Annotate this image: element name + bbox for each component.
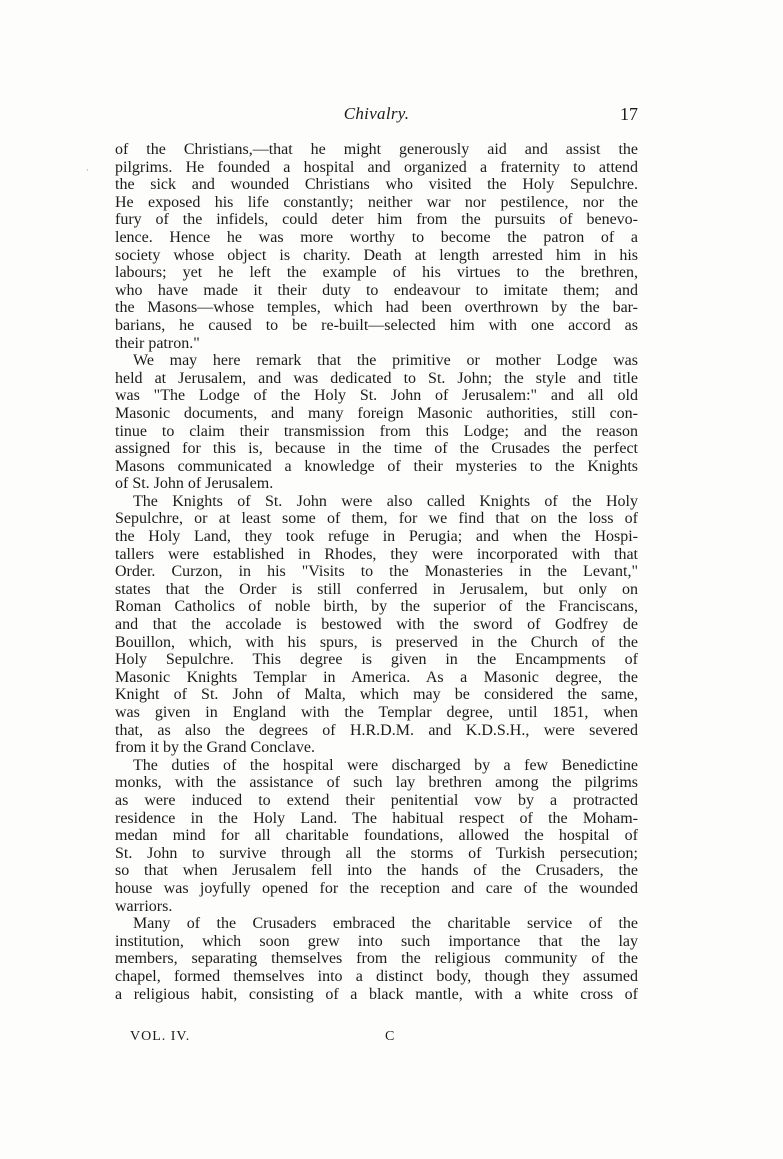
text-line: Holy Sepulchre. This degree is given in the Encampments of [115, 651, 638, 669]
text-line: The Knights of St. John were also called Knights of the Holy [133, 492, 638, 510]
text-line: from it by the Grand Conclave. [115, 739, 315, 757]
text-line: tinue to claim their transmission from this Lodge; and the reason [115, 422, 638, 440]
page-number: 17 [620, 104, 638, 124]
text-line: monks, with the assistance of such lay brethren among the pilgrims [115, 774, 638, 792]
text-line: that, as also the degrees of H.R.D.M. and K.D.S.H., were severed [115, 721, 638, 739]
text-line: fury of the infidels, could deter him from the pursuits of benevo- [115, 211, 638, 229]
text-line: Masonic Knights Templar in America. As a Masonic degree, the [115, 668, 638, 686]
text-line: The duties of the hospital were discharged by a few Benedictine [133, 756, 638, 774]
text-line: barians, he caused to be re-built—selected him with one accord as [115, 316, 638, 334]
text-line: was given in England with the Templar degree, until 1851, when [115, 704, 638, 721]
page-footer [130, 1029, 430, 1049]
text-line: who have made it their duty to endeavour to imitate them; and [115, 281, 638, 299]
text-line: residence in the Holy Land. The habitual respect of the Moham- [115, 809, 638, 827]
text-line: chapel, formed themselves into a distinct body, though they assumed [115, 967, 638, 985]
text-line: institution, which soon grew into such importance that the lay [115, 932, 638, 950]
text-line: a religious habit, consisting of a black mantle, with a white cross of [115, 985, 638, 1003]
text-line: was "The Lodge of the Holy St. John of Jerusalem:" and all old [115, 387, 638, 405]
text-line: pilgrims. He founded a hospital and organized a fraternity to attend [115, 158, 638, 176]
text-line: members, separating themselves from the religious community of the [115, 950, 638, 968]
text-line: labours; yet he left the example of his virtues to the brethren, [115, 264, 638, 282]
text-line: their patron." [115, 334, 200, 352]
text-line: the Masons—whose temples, which had been overthrown by the bar- [115, 299, 638, 317]
text-line: Knight of St. John of Malta, which may be considered the same, [115, 686, 638, 704]
text-line: so that when Jerusalem fell into the hands of the Crusaders, the [115, 862, 638, 880]
text-line: St. John to survive through all the storms of Turkish persecution; [115, 844, 638, 862]
text-line: assigned for this is, because in the time of the Crusades the perfect [115, 440, 638, 458]
text-line: and that the accolade is bestowed with the sword of Godfrey de [115, 616, 638, 634]
volume-label: VOL. IV. [130, 1029, 191, 1044]
text-line: Masons communicated a knowledge of their mysteries to the Knights [115, 457, 638, 475]
running-head [115, 104, 638, 132]
text-line: tallers were established in Rhodes, they were incorporated with that [115, 545, 638, 563]
text-line: house was joyfully opened for the reception and care of the wounded [115, 879, 638, 897]
text-line: of St. John of Jerusalem. [115, 475, 274, 493]
text-line: Order. Curzon, in his "Visits to the Monasteries in the Levant," [115, 563, 638, 581]
running-title: Chivalry. [343, 104, 410, 123]
text-line: the sick and wounded Christians who visited the Holy Sepulchre. [115, 176, 638, 194]
text-line: as were induced to extend their penitential vow by a protracted [115, 791, 638, 809]
text-line: Masonic documents, and many foreign Masonic authorities, still con- [115, 404, 638, 422]
text-line: medan mind for all charitable foundations, allowed the hospital of [115, 827, 638, 845]
text-line: the Holy Land, they took refuge in Perugia; and when the Hospi- [115, 528, 638, 546]
text-line: of the Christians,—that he might generously aid and assist the [115, 141, 638, 158]
text-line: warriors. [115, 897, 173, 915]
signature-mark: C [385, 1029, 395, 1044]
text-line: held at Jerusalem, and was dedicated to St. John; the style and title [115, 369, 638, 387]
text-line: Roman Catholics of noble birth, by the superior of the Franciscans, [115, 598, 638, 616]
text-line: lence. Hence he was more worthy to become the patron of a [115, 228, 638, 246]
text-line: society whose object is charity. Death at length arrested him in his [115, 246, 638, 264]
margin-mark: · [86, 166, 89, 176]
text-line: Sepulchre, or at least some of them, for we find that on the loss of [115, 510, 638, 528]
text-line: He exposed his life constantly; neither war nor pestilence, nor the [115, 193, 638, 211]
body-text [115, 141, 638, 1003]
text-line: states that the Order is still conferred in Jerusalem, but only on [115, 580, 638, 598]
text-line: We may here remark that the primitive or mother Lodge was [133, 352, 638, 370]
text-line: Bouillon, which, with his spurs, is preserved in the Church of the [115, 633, 638, 651]
text-line: Many of the Crusaders embraced the charitable service of the [133, 915, 638, 933]
